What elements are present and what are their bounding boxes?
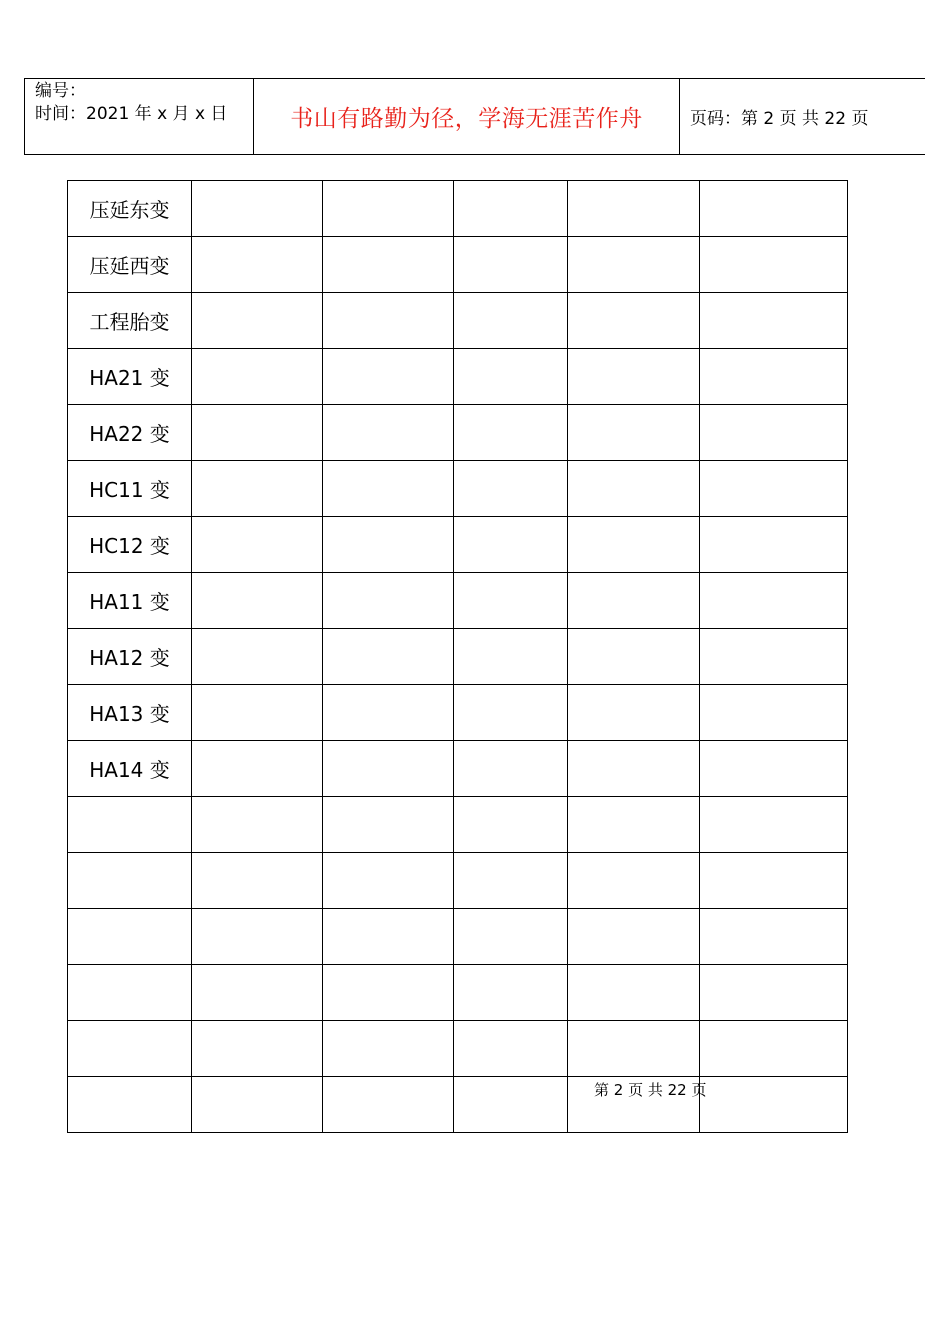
table-cell: [323, 1077, 454, 1133]
table-cell: [700, 405, 848, 461]
table-cell: [700, 1077, 848, 1133]
table-cell: [454, 181, 568, 237]
table-cell: [192, 517, 323, 573]
table-row: [68, 349, 848, 405]
table-cell: [568, 237, 700, 293]
table-row: [68, 517, 848, 573]
number-label: 编号：: [35, 81, 86, 101]
table-cell: [700, 237, 848, 293]
table-row: [68, 573, 848, 629]
table-row: [68, 797, 848, 853]
table-cell: [454, 853, 568, 909]
table-cell: [568, 517, 700, 573]
document-header: [24, 78, 925, 155]
table-cell: [568, 629, 700, 685]
table-cell: [454, 349, 568, 405]
row-label-cell: [68, 1077, 192, 1133]
table-cell: [568, 685, 700, 741]
table-row: [68, 237, 848, 293]
table-cell: [700, 293, 848, 349]
table-cell: [700, 181, 848, 237]
table-cell: [454, 1021, 568, 1077]
page-label: 页码：第 2 页 共 22 页: [690, 109, 869, 129]
table-cell: [323, 237, 454, 293]
table-cell: [192, 797, 323, 853]
row-label-cell: HC12 变: [68, 517, 192, 573]
date-label: 时间：2021 年 x 月 x 日: [35, 104, 228, 124]
table-cell: [454, 741, 568, 797]
row-label-cell: HA14 变: [68, 741, 192, 797]
row-label-cell: [68, 797, 192, 853]
table-row: [68, 461, 848, 517]
table-cell: [700, 517, 848, 573]
table-cell: [192, 1077, 323, 1133]
table-cell: [323, 1021, 454, 1077]
row-label-cell: [68, 965, 192, 1021]
table-cell: [192, 405, 323, 461]
row-label-cell: HA13 变: [68, 685, 192, 741]
table-cell: [700, 1021, 848, 1077]
table-cell: [454, 965, 568, 1021]
table-cell: [454, 629, 568, 685]
table-cell: [568, 1021, 700, 1077]
table-cell: [192, 293, 323, 349]
table-cell: [454, 517, 568, 573]
table-cell: [323, 573, 454, 629]
row-label-cell: HA21 变: [68, 349, 192, 405]
row-label-cell: [68, 909, 192, 965]
table-cell: [454, 237, 568, 293]
table-row: [68, 909, 848, 965]
table-cell: [568, 741, 700, 797]
table-cell: [568, 405, 700, 461]
table-cell: [454, 461, 568, 517]
table-cell: [192, 349, 323, 405]
table-cell: [192, 461, 323, 517]
footer-page-number: 第 2 页 共 22 页: [594, 1081, 707, 1099]
table-row: [68, 741, 848, 797]
table-cell: [568, 853, 700, 909]
table-cell: [454, 685, 568, 741]
table-cell: [700, 909, 848, 965]
table-cell: [700, 461, 848, 517]
table-cell: [454, 1077, 568, 1133]
row-label-cell: HA22 变: [68, 405, 192, 461]
row-label-cell: 压延西变: [68, 237, 192, 293]
table-cell: [568, 965, 700, 1021]
table-cell: [700, 797, 848, 853]
row-label-cell: [68, 1021, 192, 1077]
table-cell: [700, 629, 848, 685]
table-cell: [568, 573, 700, 629]
table-cell: [192, 181, 323, 237]
header-info-cell: [24, 79, 254, 154]
table-cell: [568, 293, 700, 349]
data-table: [67, 180, 848, 1133]
table-cell: [323, 461, 454, 517]
row-label-cell: HA11 变: [68, 573, 192, 629]
table-row: [68, 293, 848, 349]
table-cell: [323, 741, 454, 797]
table-cell: [454, 797, 568, 853]
row-label-cell: 压延东变: [68, 181, 192, 237]
table-cell: [700, 741, 848, 797]
table-cell: [323, 909, 454, 965]
table-row: [68, 685, 848, 741]
table-row: [68, 405, 848, 461]
table-cell: [192, 629, 323, 685]
table-cell: [568, 797, 700, 853]
header-motto-cell: [254, 79, 680, 154]
table-cell: [192, 853, 323, 909]
motto-text: 书山有路勤为径，学海无涯苦作舟: [290, 106, 643, 132]
table-row: [68, 181, 848, 237]
table-cell: [323, 517, 454, 573]
table-cell: [323, 293, 454, 349]
table-cell: [323, 629, 454, 685]
table-cell: [323, 181, 454, 237]
table-cell: [192, 965, 323, 1021]
table-cell: [568, 461, 700, 517]
table-row: [68, 1021, 848, 1077]
table-cell: [192, 909, 323, 965]
table-cell: [700, 573, 848, 629]
table-cell: [568, 349, 700, 405]
table-cell: [323, 349, 454, 405]
table-cell: [323, 853, 454, 909]
row-label-cell: HA12 变: [68, 629, 192, 685]
table-row: [68, 1077, 848, 1133]
row-label-cell: [68, 853, 192, 909]
table-cell: [323, 797, 454, 853]
table-cell: [568, 181, 700, 237]
table-row: [68, 965, 848, 1021]
table-cell: [323, 685, 454, 741]
table-cell: [454, 405, 568, 461]
table-cell: [192, 573, 323, 629]
table-row: [68, 853, 848, 909]
table-cell: [568, 909, 700, 965]
table-cell: [192, 237, 323, 293]
table-cell: [192, 1021, 323, 1077]
table-cell: [192, 741, 323, 797]
table-cell: [454, 909, 568, 965]
table-cell: [700, 349, 848, 405]
table-cell: [323, 965, 454, 1021]
row-label-cell: HC11 变: [68, 461, 192, 517]
table-cell: [700, 965, 848, 1021]
table-cell: [323, 405, 454, 461]
table-cell: [700, 853, 848, 909]
row-label-cell: 工程胎变: [68, 293, 192, 349]
table-cell: [454, 293, 568, 349]
header-page-cell: [680, 79, 925, 154]
table-cell: [192, 685, 323, 741]
table-cell: [454, 573, 568, 629]
table-row: [68, 629, 848, 685]
table-cell: [700, 685, 848, 741]
